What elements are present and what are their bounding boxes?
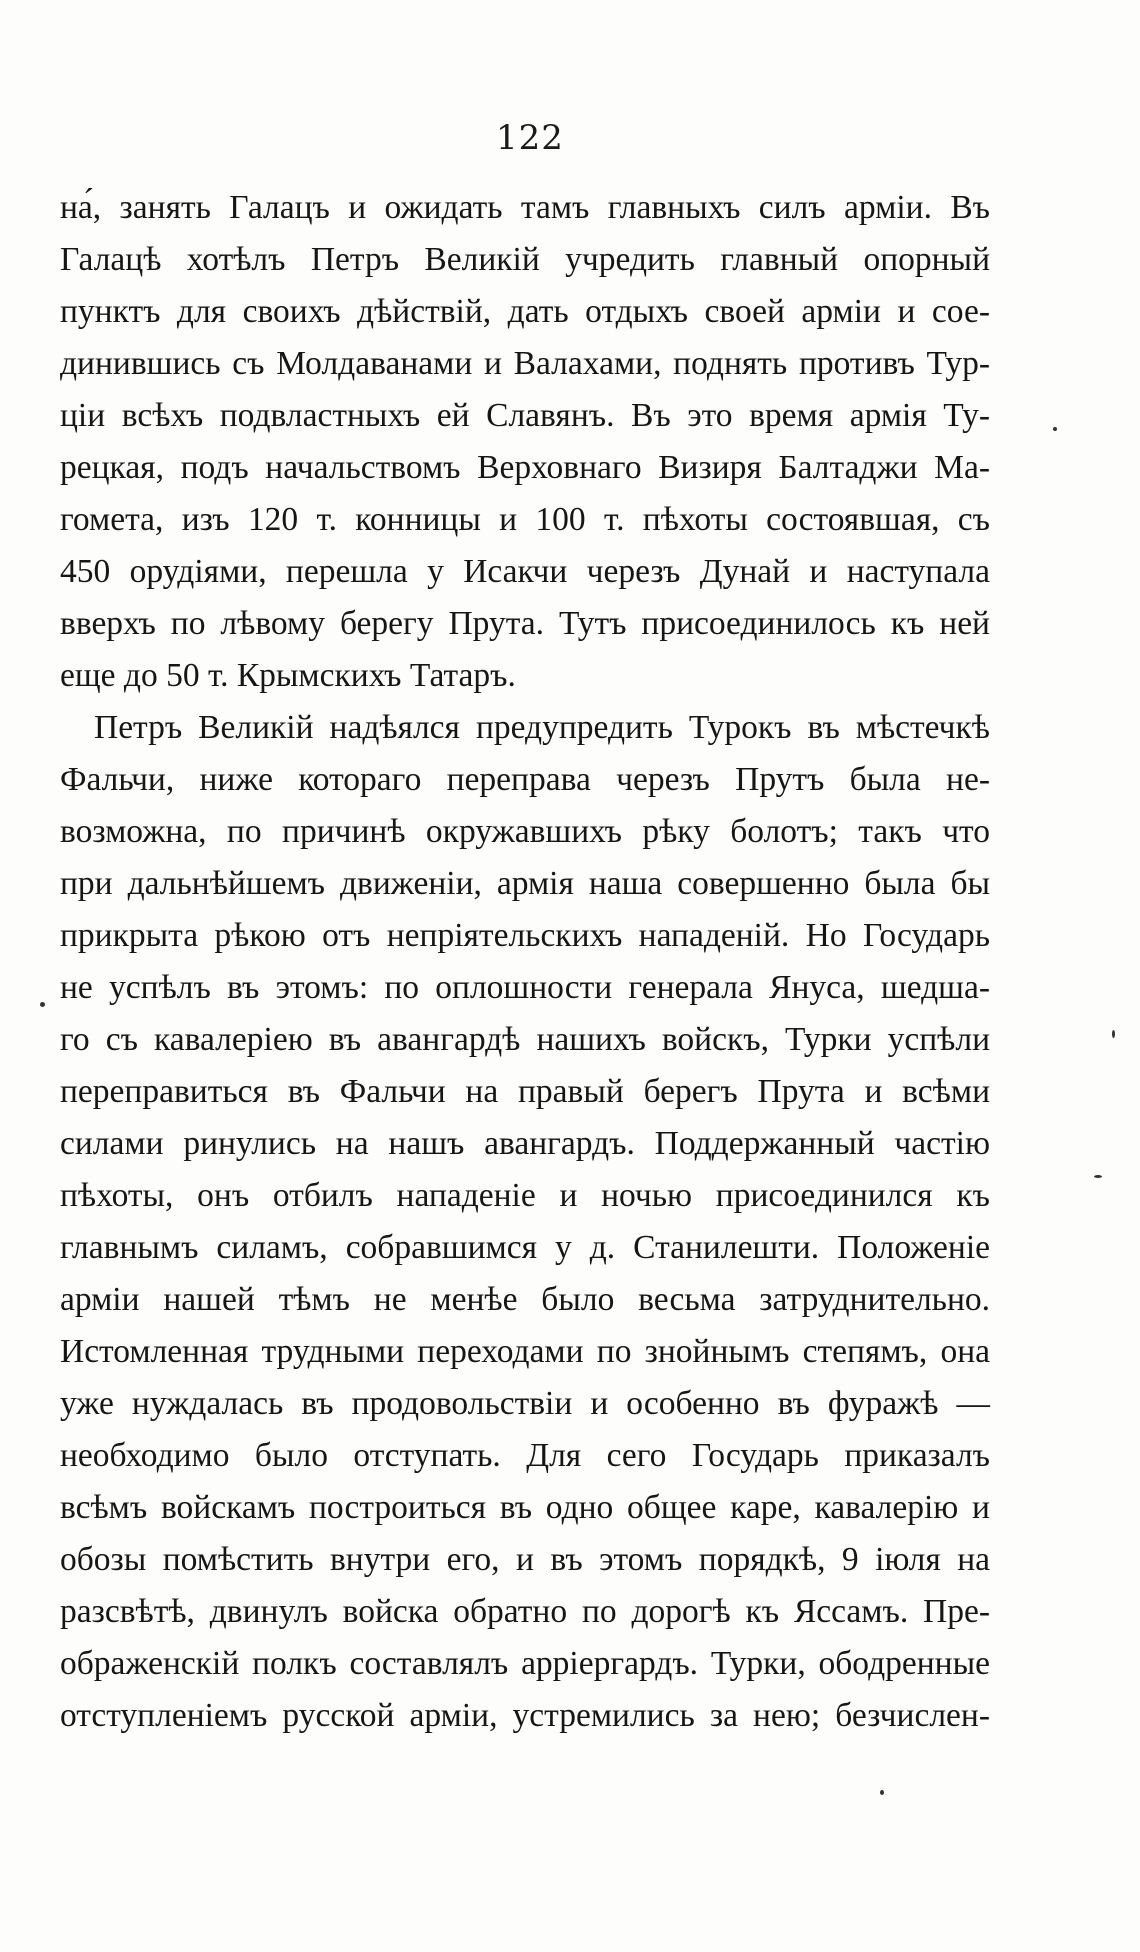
ink-speck bbox=[1094, 1175, 1102, 1178]
ink-speck bbox=[1112, 1030, 1115, 1038]
text-line: Истомленная трудными переходами по знойнымъ степямъ, она bbox=[60, 1333, 990, 1370]
text-line: го съ кавалеріею въ авангардѣ нашихъ войскъ, Турки успѣли bbox=[60, 1021, 990, 1058]
text-line: пѣхоты, онъ отбилъ нападеніе и ночью присоединился къ bbox=[60, 1177, 990, 1214]
text-line: еще до 50 т. Крымскихъ Татаръ. bbox=[60, 657, 516, 694]
text-line: прикрыта рѣкою отъ непріятельскихъ нападеній. Но Государь bbox=[60, 917, 990, 954]
text-line: всѣмъ войскамъ построиться въ одно общее каре, кавалерію и bbox=[60, 1489, 990, 1526]
ink-speck bbox=[40, 1002, 45, 1007]
ink-speck bbox=[880, 1790, 884, 1795]
body-text bbox=[60, 182, 990, 1742]
text-line: не успѣлъ въ этомъ: по оплошности генерала Януса, шедша- bbox=[60, 969, 990, 1006]
text-line: вверхъ по лѣвому берегу Прута. Тутъ присоединилось къ ней bbox=[60, 605, 990, 642]
paragraph-start-line: Петръ Великій надѣялся предупредить Турокъ въ мѣстечкѣ bbox=[94, 709, 990, 746]
text-line: динившись съ Молдаванами и Валахами, поднять противъ Тур- bbox=[60, 345, 990, 382]
text-line: 450 орудіями, перешла у Исакчи черезъ Дунай и наступала bbox=[60, 553, 990, 590]
text-line: Галацѣ хотѣлъ Петръ Великій учредить главный опорный bbox=[60, 241, 990, 278]
text-line: отступленіемъ русской арміи, устремились за нею; безчислен- bbox=[60, 1697, 990, 1734]
text-line: пунктъ для своихъ дѣйствій, дать отдыхъ своей арміи и сое- bbox=[60, 293, 990, 330]
text-line: на́, занять Галацъ и ожидать тамъ главныхъ силъ арміи. Въ bbox=[60, 189, 990, 226]
text-line: главнымъ силамъ, собравшимся у д. Станилешти. Положеніе bbox=[60, 1229, 990, 1266]
text-line: необходимо было отступать. Для сего Государь приказалъ bbox=[60, 1437, 990, 1474]
text-line: при дальнѣйшемъ движеніи, армія наша совершенно была бы bbox=[60, 865, 990, 902]
text-line: Фальчи, ниже котораго переправа черезъ Прутъ была не- bbox=[60, 761, 990, 798]
text-line: ціи всѣхъ подвластныхъ ей Славянъ. Въ это время армія Ту- bbox=[60, 397, 990, 434]
page-number: 122 bbox=[496, 118, 564, 158]
text-line: уже нуждалась въ продовольствіи и особенно въ фуражѣ — bbox=[60, 1385, 990, 1422]
text-line: переправиться въ Фальчи на правый берегъ Прута и всѣми bbox=[60, 1073, 990, 1110]
ink-speck bbox=[1053, 427, 1057, 431]
text-line: рецкая, подъ начальствомъ Верховнаго Визиря Балтаджи Ма- bbox=[60, 449, 990, 486]
text-line: силами ринулись на нашъ авангардъ. Поддержанный частію bbox=[60, 1125, 990, 1162]
text-line: возможна, по причинѣ окружавшихъ рѣку болотъ; такъ что bbox=[60, 813, 990, 850]
text-line: ображенскій полкъ составлялъ арріергардъ. Турки, ободренные bbox=[60, 1645, 990, 1682]
text-line: разсвѣтѣ, двинулъ войска обратно по дорогѣ къ Яссамъ. Пре- bbox=[60, 1593, 990, 1630]
text-line: обозы помѣстить внутри его, и въ этомъ порядкѣ, 9 іюля на bbox=[60, 1541, 990, 1578]
text-line: гомета, изъ 120 т. конницы и 100 т. пѣхоты состоявшая, съ bbox=[60, 501, 990, 538]
text-line: арміи нашей тѣмъ не менѣе было весьма затруднительно. bbox=[60, 1281, 990, 1318]
